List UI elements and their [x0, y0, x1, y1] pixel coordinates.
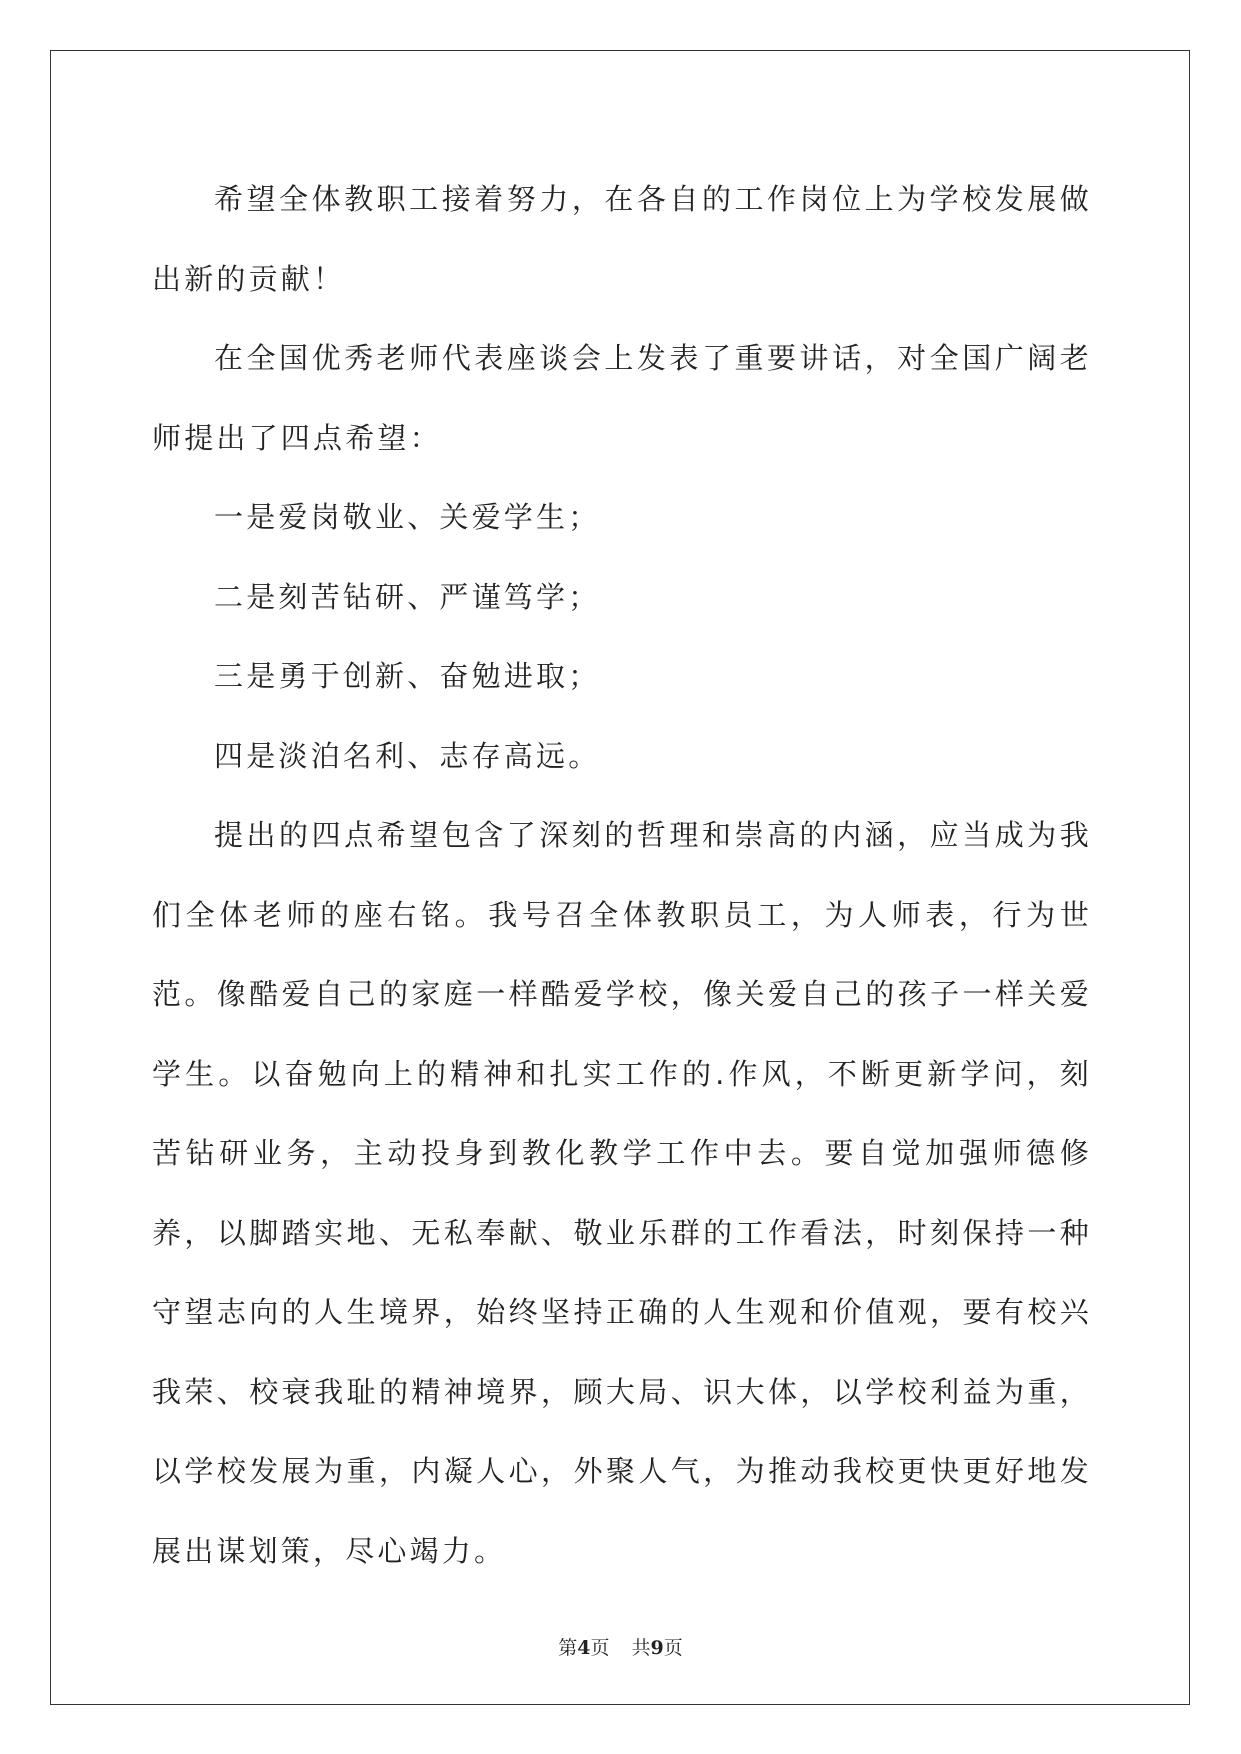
paragraph-hope-four: 四是淡泊名利、志存高远。	[214, 738, 601, 773]
paragraph-closing-wish: 希望全体教职工接着努力，在各自的工作岗位上为学校发展做出新的贡献！	[152, 182, 1092, 296]
footer-prefix: 第	[558, 1637, 578, 1659]
paragraph-four-hopes-intro: 在全国优秀老师代表座谈会上发表了重要讲话，对全国广阔老师提出了四点希望：	[152, 341, 1092, 455]
total-pages-number: 9	[650, 1637, 664, 1659]
footer-page-unit: 页	[590, 1637, 610, 1659]
page-footer	[0, 1633, 1241, 1660]
footer-total-prefix: 共	[631, 1637, 651, 1659]
current-page-number: 4	[577, 1637, 591, 1659]
paragraph-hope-one: 一是爱岗敬业、关爱学生；	[214, 500, 601, 534]
footer-total-unit: 页	[663, 1637, 683, 1659]
paragraph-hope-two: 二是刻苦钻研、严谨笃学；	[214, 579, 601, 614]
document-body	[152, 160, 1092, 1591]
paragraph-call-to-action: 提出的四点希望包含了深刻的哲理和崇高的内涵，应当成为我们全体老师的座右铭。我号召全体教职员工，为人师表，行为世范。像酷爱自己的家庭一样酷爱学校，像关爱自己的孩子一样关爱学生。以奋勉向上的精神和扎实工作的.作风，不断更新学问，刻苦钻研业务，主动投身到教化教学工作中去。要自觉加强师德修养，以脚踏实地、无私奉献、敬业乐群的工作看法，时刻保持一种守望志向的人生境界，始终坚持正确的人生观和价值观，要有校兴我荣、校衰我耻的精神境界，顾大局、识大体，以学校利益为重，以学校发展为重，内凝人心，外聚人气，为推动我校更快更好地发展出谋划策，尽心竭力。	[152, 818, 1092, 1568]
paragraph-hope-three: 三是勇于创新、奋勉进取；	[214, 659, 601, 693]
